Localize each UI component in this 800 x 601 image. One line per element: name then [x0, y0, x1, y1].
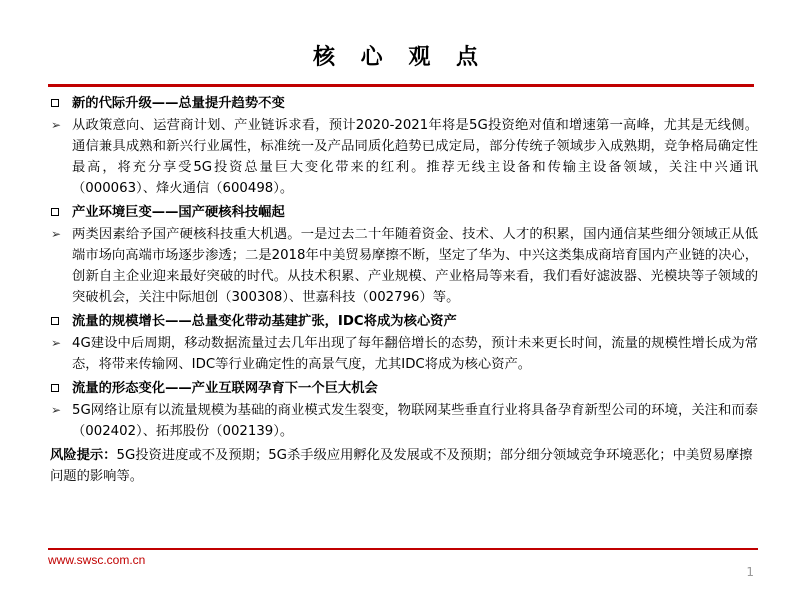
key-points [50, 93, 758, 487]
section-heading-text: 产业环境巨变——国产硬核科技崛起 [72, 205, 285, 220]
section-heading [50, 378, 758, 400]
page-number: 1 [746, 565, 754, 579]
section-heading-text: 流量的形态变化——产业互联网孕育下一个巨大机会 [72, 381, 378, 396]
section-bullet [50, 115, 758, 199]
square-bullet-icon [51, 208, 59, 216]
page-title: 核 心 观 点 [313, 45, 487, 70]
section-heading [50, 202, 758, 224]
title-divider [48, 84, 754, 87]
section-heading-text: 流量的规模增长——总量变化带动基建扩张，IDC将成为核心资产 [72, 314, 457, 329]
section-heading [50, 93, 758, 115]
risk-text: 5G投资进度或不及预期；5G杀手级应用孵化及发展或不及预期；部分细分领域竞争环境恶化；中美贸易摩擦问题的影响等。 [50, 448, 753, 484]
square-bullet-icon [51, 99, 59, 107]
risk-label: 风险提示： [50, 448, 117, 463]
section-bullet-text: 从政策意向、运营商计划、产业链诉求看，预计2020-2021年将是5G投资绝对值和增速第一高峰，尤其是无线侧。通信兼具成熟和新兴行业属性，标准统一及产品同质化趋势已成定局，部分传统子领域步入成熟期，竞争格局确定性最高，将充分享受5G投资总量巨大变化带来的红利。推荐无线主设备和传输主设备领域，关注中兴通讯（000063）、烽火通信（600498）。 [72, 118, 758, 196]
footer-divider [48, 548, 758, 550]
arrow-bullet-icon: ➢ [51, 336, 62, 350]
section-bullet [50, 224, 758, 308]
section-bullet [50, 333, 758, 375]
square-bullet-icon [51, 384, 59, 392]
square-bullet-icon [51, 317, 59, 325]
section-bullet [50, 400, 758, 442]
arrow-bullet-icon: ➢ [51, 227, 62, 241]
section-heading-text: 新的代际升级——总量提升趋势不变 [72, 96, 285, 111]
section-heading [50, 311, 758, 333]
arrow-bullet-icon: ➢ [51, 118, 62, 132]
section-bullet-text: 4G建设中后周期，移动数据流量过去几年出现了每年翻倍增长的态势，预计未来更长时间，流量的规模性增长成为常态，将带来传输网、IDC等行业确定性的高景气度，尤其IDC将成为核心资产。 [72, 336, 758, 372]
section-bullet-text: 两类因素给予国产硬核科技重大机遇。一是过去二十年随着资金、技术、人才的积累，国内通信某些细分领域正从低端市场向高端市场逐步渗透；二是2018年中美贸易摩擦不断，坚定了华为、中兴这类集成商培育国内产业链的决心，创新自主企业迎来最好突破的时代。从技术积累、产业规模、产业格局等来看，我们看好滤波器、光模块等子领域的突破机会，关注中际旭创（300308）、世嘉科技（002796）等。 [72, 227, 758, 305]
section-bullet-text: 5G网络让原有以流量规模为基础的商业模式发生裂变，物联网某些垂直行业将具备孕育新型公司的环境，关注和而泰（002402）、拓邦股份（002139）。 [72, 403, 758, 439]
footer-url[interactable]: www.swsc.com.cn [48, 553, 146, 567]
risk-warning [50, 445, 758, 487]
arrow-bullet-icon: ➢ [51, 403, 62, 417]
